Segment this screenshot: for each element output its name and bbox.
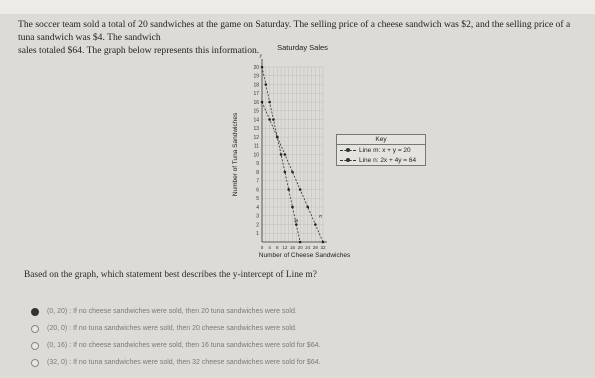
choice-a[interactable] — [31, 303, 571, 320]
data-point-m — [299, 241, 302, 244]
x-axis-label: Number of Cheese Sandwiches — [258, 252, 351, 259]
x-tick-label: 8 — [275, 245, 279, 250]
key-title: Key — [337, 135, 425, 145]
data-point-m — [284, 171, 287, 174]
y-tick-label: 7 — [256, 178, 259, 185]
y-tick-label: 15 — [253, 108, 259, 115]
data-point-n — [299, 188, 302, 191]
y-axis-label: Number of Tuna Sandwiches — [232, 112, 239, 197]
choice-c-label: (0, 16) : If no cheese sandwiches were sold, then 16 tuna sandwiches were sold for $64. — [47, 342, 321, 349]
y-tick-label: 5 — [256, 196, 259, 203]
data-point-m — [261, 66, 264, 69]
y-tick-label: 14 — [253, 117, 259, 124]
problem-line-2: sales totaled $64. The graph below represents this information. — [18, 45, 260, 56]
data-point-n — [291, 171, 294, 174]
answer-choices — [31, 303, 571, 371]
question-text: Based on the graph, which statement best describes the y-intercept of Line m? — [24, 270, 317, 280]
key-line-m-label: Line m: x + y = 20 — [359, 146, 411, 154]
top-strip — [0, 0, 595, 14]
line-n-annotation: n — [319, 214, 322, 220]
choice-b[interactable] — [31, 320, 571, 337]
choice-b-radio[interactable] — [31, 325, 39, 333]
x-tick-label: 4 — [268, 245, 271, 250]
y-tick-label: 16 — [253, 99, 259, 106]
x-tick-label: 20 — [297, 245, 303, 250]
y-tick-label: 19 — [253, 73, 259, 80]
line-m-swatch-icon — [340, 147, 356, 153]
data-point-n — [261, 101, 264, 104]
data-point-n — [276, 136, 279, 139]
choice-c-radio[interactable] — [31, 342, 39, 350]
y-tick-label: 4 — [256, 204, 259, 211]
data-point-m — [291, 206, 294, 209]
choice-d-label: (32, 0) : If no tuna sandwiches were sold, then 32 cheese sandwiches were sold for $64. — [47, 359, 321, 366]
x-tick-label: 12 — [282, 245, 288, 250]
chart-key — [336, 134, 426, 166]
key-line-n-label: Line n: 2x + 4y = 64 — [359, 156, 417, 164]
data-point-n — [322, 241, 325, 244]
data-point-n — [306, 206, 309, 209]
y-tick-label: 6 — [256, 187, 259, 194]
data-point-n — [268, 118, 271, 121]
x-tick-label: 28 — [312, 245, 318, 250]
y-tick-label: 10 — [253, 152, 259, 159]
key-row-line-n — [337, 155, 425, 165]
y-tick-label: 1 — [256, 231, 259, 238]
y-tick-label: 18 — [253, 82, 259, 89]
x-tick-label: 0 — [260, 245, 264, 250]
y-tick-label: 17 — [253, 91, 259, 98]
chart-title: Saturday Sales — [277, 43, 328, 52]
y-tick-label: 20 — [253, 64, 259, 71]
y-tick-label: 3 — [256, 213, 259, 220]
y-tick-label: 2 — [256, 222, 259, 229]
choice-a-radio[interactable] — [31, 308, 39, 316]
data-point-m — [280, 153, 283, 156]
y-tick-label: 13 — [253, 126, 259, 133]
data-point-m — [272, 118, 275, 121]
line-n-swatch-icon — [340, 157, 356, 163]
y-tick-label: 12 — [253, 134, 259, 141]
x-tick-label: 16 — [289, 245, 296, 250]
choice-c[interactable] — [31, 337, 571, 354]
key-row-line-m — [337, 145, 425, 155]
y-tick-label: 11 — [253, 143, 259, 150]
choice-a-label: (0, 20) : If no cheese sandwiches were sold, then 20 tuna sandwiches were sold. — [47, 308, 297, 315]
x-tick-label: 24 — [305, 245, 311, 250]
choice-d[interactable] — [31, 354, 571, 371]
y-tick-label: 8 — [256, 169, 259, 176]
data-point-n — [284, 153, 287, 156]
data-point-m — [268, 101, 271, 104]
data-point-m — [287, 188, 290, 191]
choice-b-label: (20, 0) : If no tuna sandwiches were sold, then 20 cheese sandwiches were sold. — [47, 325, 297, 332]
y-tick-label: 9 — [256, 161, 259, 168]
data-point-m — [265, 83, 268, 86]
data-point-n — [314, 223, 317, 226]
y-axis-letter: y — [259, 54, 263, 59]
choice-d-radio[interactable] — [31, 359, 39, 367]
x-tick-label: 32 — [320, 245, 326, 250]
problem-line-1: The soccer team sold a total of 20 sandwiches at the game on Saturday. The selling price of a cheese sandwich was $2, and the selling price of a tuna sandwich was $4. The sandwich — [18, 19, 571, 43]
line-m-annotation: m — [294, 218, 299, 224]
